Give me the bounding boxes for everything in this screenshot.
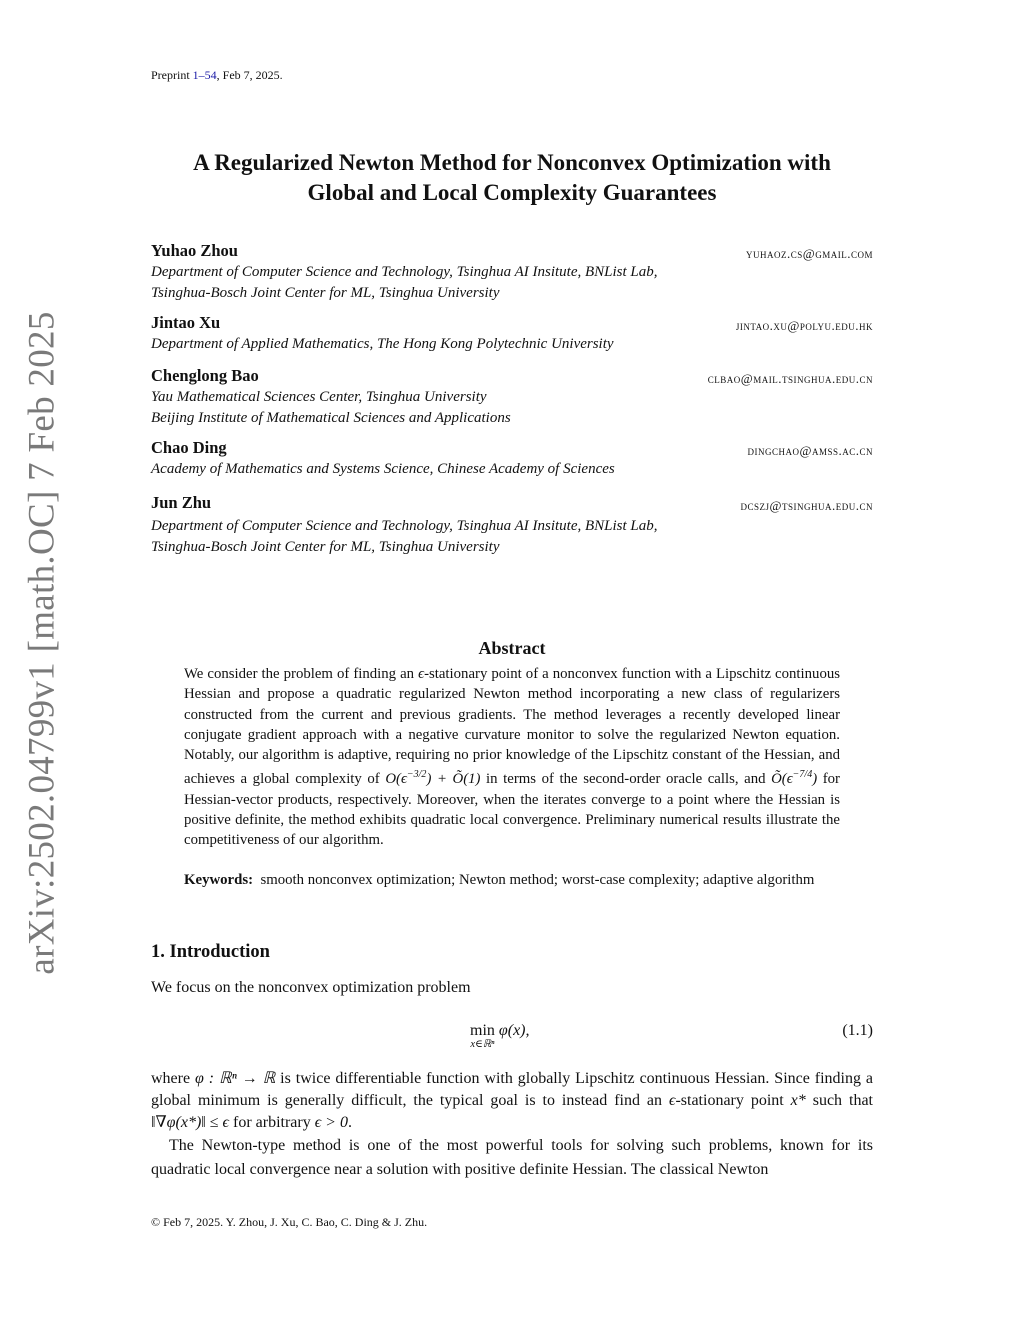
abstract-heading: Abstract [478, 638, 546, 658]
math-text: Õ(ϵ [771, 771, 793, 788]
equation-min [470, 1022, 495, 1050]
math-text: x* [790, 1092, 806, 1109]
author-email[interactable]: jintao.xu@polyu.edu.hk [735, 318, 873, 333]
author-name: Chao Ding [151, 438, 227, 457]
math-epsilon: ϵ [418, 666, 425, 682]
arxiv-stamp [14, 310, 70, 975]
keywords-list: smooth nonconvex optimization; Newton method; worst-case complexity; adaptive algorithm [260, 872, 815, 888]
affiliation-line: Department of Computer Science and Technology, Tsinghua AI Insitute, BNList Lab, [151, 518, 658, 534]
affiliation-line: Academy of Mathematics and Systems Science, Chinese Academy of Sciences [151, 461, 615, 477]
section-heading: 1. Introduction [151, 942, 270, 962]
text: -stationary point [675, 1092, 791, 1109]
preprint-header [151, 68, 283, 83]
author-affiliation [151, 262, 891, 304]
intro-paragraph: We focus on the nonconvex optimization problem [151, 979, 471, 996]
author-name: Jintao Xu [151, 313, 221, 332]
affiliation-line: Tsinghua-Bosch Joint Center for ML, Tsinghua University [151, 539, 500, 555]
text: where [151, 1070, 196, 1087]
affiliation-line: Department of Applied Mathematics, The Hong Kong Polytechnic University [151, 336, 614, 352]
intro-paragraph: The Newton-type method is one of the most powerful tools for solving such problems, known for its quadratic local convergence near a solution with positive definite Hessian. The classical Newton [151, 1137, 873, 1178]
intro-paragraph [151, 1068, 873, 1134]
complexity-expression [385, 771, 480, 787]
abstract-text: in terms of the second-order oracle calls, and [480, 771, 772, 788]
text: such that [805, 1092, 874, 1109]
text: is twice differentiable function with globally Lipschitz continuous Hessian. Since finding a global minimum is generally difficult, the typical goal is to instead find an [151, 1070, 874, 1109]
complexity-expression [771, 771, 817, 787]
abstract-text: -stationary point of a nonconvex function with a Lipschitz continuous Hessian and propose a quadratic regularized Newton method incorporating a new class of regularizers constructed from the current and previous gradients. The method leverages a recently developed linear conjugate gradient approach with a negative curvature monitor to solve the regularized Newton equation. Notably, our algorithm is adaptive, requiring no prior knowledge of the Lipschitz constant of the Hessian, and achieves a global complexity of [184, 666, 840, 788]
author-name: Chenglong Bao [151, 366, 259, 385]
preprint-prefix: Preprint [151, 68, 193, 82]
affiliation-line: Department of Computer Science and Technology, Tsinghua AI Insitute, BNList Lab, [151, 264, 658, 280]
affiliation-line: Yau Mathematical Sciences Center, Tsinghua University [151, 389, 487, 405]
preprint-date: , Feb 7, 2025. [216, 68, 283, 82]
math-exponent: −3/2 [406, 769, 427, 781]
math-text: φ : ℝⁿ → ℝ [195, 1070, 276, 1087]
arxiv-stamp-text: arXiv:2502.04799v1 [math.OC] 7 Feb 2025 [21, 310, 63, 975]
author-name: Yuhao Zhou [151, 241, 238, 260]
author-affiliation [151, 459, 891, 480]
equation [470, 1022, 530, 1050]
title-line-1: A Regularized Newton Method for Nonconvex Optimization with [193, 150, 831, 175]
math-text: ‖∇φ(x*)‖ ≤ ϵ [151, 1114, 229, 1131]
abstract-text: for Hessian-vector products, respectively. Moreover, when the iterates converge to a point where the Hessian is positive definite, the method exhibits quadratic local convergence. Preliminary numerical results illustrate the competitiveness of our algorithm. [184, 771, 840, 849]
author-affiliation [151, 387, 891, 429]
text: . [347, 1114, 352, 1131]
abstract-text: We consider the problem of finding an [184, 666, 419, 682]
keywords-label: Keywords: [184, 872, 254, 888]
math-subscript: x∈ℝⁿ [470, 1039, 495, 1050]
affiliation-line: Beijing Institute of Mathematical Sciences and Applications [151, 410, 511, 426]
math-exponent: −7/4 [792, 769, 813, 781]
equation-body: φ(x), [498, 1022, 530, 1039]
paper-title [151, 148, 873, 208]
affiliation-line: Tsinghua-Bosch Joint Center for ML, Tsinghua University [151, 285, 500, 301]
math-text: ) [812, 771, 818, 788]
math-text: ϵ > 0 [314, 1114, 348, 1131]
copyright-footer: © Feb 7, 2025. Y. Zhou, J. Xu, C. Bao, C. Ding & J. Zhu. [151, 1215, 428, 1229]
equation-number: (1.1) [842, 1022, 873, 1039]
math-text: ) + Õ(1) [426, 771, 481, 788]
author-email[interactable]: dcszj@tsinghua.edu.cn [740, 498, 873, 513]
author-email[interactable]: clbao@mail.tsinghua.edu.cn [707, 371, 873, 386]
author-email[interactable]: yuhaoz.cs@gmail.com [746, 246, 873, 261]
author-name: Jun Zhu [151, 493, 212, 512]
math-text: O(ϵ [385, 771, 407, 788]
text: for arbitrary [229, 1114, 315, 1131]
math-text: ϵ [669, 1092, 676, 1109]
author-affiliation [151, 334, 891, 355]
keywords [184, 870, 840, 890]
math-text: min [470, 1022, 495, 1039]
author-affiliation [151, 516, 891, 558]
preprint-pages-link[interactable]: 1–54 [192, 68, 217, 82]
author-email[interactable]: dingchao@amss.ac.cn [747, 443, 873, 458]
abstract-body [184, 664, 840, 851]
title-line-2: Global and Local Complexity Guarantees [307, 180, 717, 205]
